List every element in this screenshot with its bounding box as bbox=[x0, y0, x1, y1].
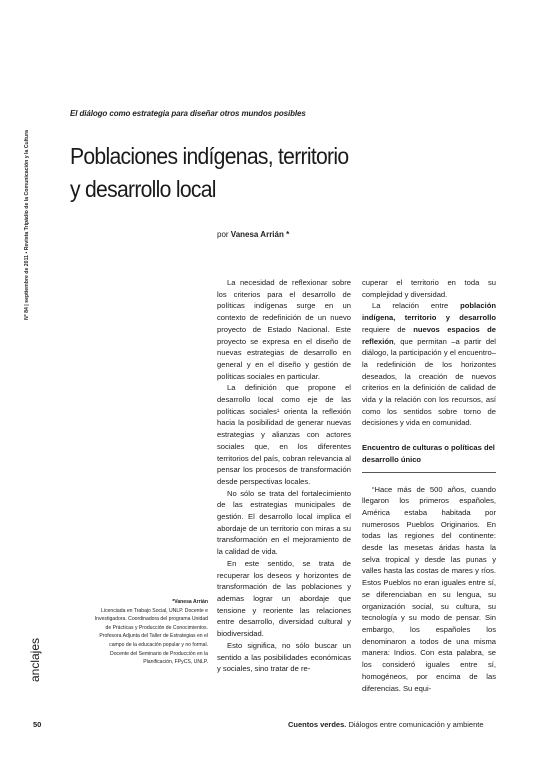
running-footer-title: Cuentos verdes. bbox=[288, 720, 347, 729]
paragraph-text: La relación entre bbox=[372, 301, 461, 311]
footnote-line: Planificación, FPyCS, UNLP. bbox=[143, 659, 208, 666]
footnote-line: Licenciada en Trabajo Social, UNLP. Docente e bbox=[101, 607, 208, 614]
footnote-name: *Vanesa Arrián bbox=[172, 599, 208, 605]
journal-issue: Nº 84 | septiembre de 2011 bbox=[24, 254, 30, 320]
article-title-line2: y desarrollo local bbox=[70, 176, 216, 202]
emphasis-text: población indígena, territorio y desarrollo bbox=[362, 301, 496, 323]
journal-sidebar-text bbox=[24, 130, 30, 320]
section-header: El diálogo como estrategia para diseñar otros mundos posibles bbox=[70, 109, 306, 118]
byline bbox=[217, 230, 289, 239]
paragraph: La necesidad de reflexionar sobre los criterios para el desarrollo de políticas indígenas surge en un contexto de redefinición de un nuevo proyecto de Estado Nacional. Este proyecto se expresa en el diseño de nuevas estrategias de desarrollo en general y en el diseño y gestión de políticas sociales en particular. bbox=[217, 278, 351, 381]
running-footer bbox=[288, 720, 484, 729]
side-section-word-text: anclajes bbox=[28, 637, 42, 682]
paragraph: No sólo se trata del fortalecimiento de las estrategias municipales de gestión. El desarrollo local implica el abordaje de un territorio con miras a su transformación en el mejoramiento de la calidad de vida. bbox=[217, 488, 351, 557]
footnote-line: de Prácticas y Producción de Conocimientos. bbox=[105, 624, 208, 631]
paragraph: En este sentido, se trata de recuperar los deseos y horizontes de transformación de las poblaciones y ademas lograr un abordaje que tensione y reoriente las relaciones entre desarrollo, diversidad cultural y biodiversidad. bbox=[217, 558, 351, 639]
journal-separator: • bbox=[24, 250, 30, 255]
text-column-1 bbox=[217, 277, 351, 675]
side-section-word bbox=[28, 637, 42, 682]
text-column-2 bbox=[362, 277, 496, 694]
page-number: 50 bbox=[33, 720, 42, 729]
subheading: Encuentro de culturas o políticas del desarrollo único bbox=[362, 442, 496, 472]
emphasis-text: nuevos espacios de reflexión bbox=[362, 324, 497, 346]
paragraph-text: , que permitan –a partir del diálogo, la participación y el encuentro– la redefinición de los horizontes deseados, la creación de nuevos criterios en la definición de calidad de vida y la relación con los recursos, así como los sentidos sobre torno de decisiones y vida en comunidad. bbox=[362, 336, 496, 428]
footnote-line: campo de la educación popular y no formal. bbox=[109, 641, 208, 648]
journal-name: Revista Tripádio de la Comunicación y la Cultura bbox=[24, 130, 30, 251]
paragraph: La definición que propone el desarrollo local como eje de las políticas sociales¹ orienta la reflexión hacia la posibilidad de generar nuevas estrategias y alianzas con actores sociales que, en los diferentes territorios del país, cobran relevancia al pensar los procesos de transformación desde perspectivas locales. bbox=[217, 383, 351, 486]
paragraph-text: requiere de bbox=[362, 324, 414, 334]
byline-author: Vanesa Arrián * bbox=[230, 230, 290, 239]
paragraph bbox=[362, 300, 496, 429]
running-footer-subtitle: Diálogos entre comunicación y ambiente bbox=[346, 720, 484, 729]
footnote-line: Investigadora. Coordinadora del programa Unidad bbox=[94, 616, 208, 623]
article-title-line1: Poblaciones indígenas, territorio bbox=[70, 143, 349, 169]
author-footnote bbox=[62, 598, 208, 667]
footnote-line: Profesora Adjunta del Taller de Estrategias en el bbox=[99, 633, 208, 640]
paragraph: “Hace más de 500 años, cuando llegaron los primeros españoles, América estaba habitada por numerosos Pueblos Originarios. En todas las regiones del continente: desde las mesetas áridas hasta la selva tropical y desde las punas y valles hasta las costas de mares y ríos. Estos Pueblos no eran iguales entre sí, se diferenciaban en su lengua, su organización social, su cultura, su tecnología y su modo de pensar. Sin embargo, los españoles los denominaron a todos de una misma manera: Indios. Con esta palabra, se los consideró iguales entre sí, homogéneos, por encima de las diferencias. Su equi- bbox=[362, 484, 496, 693]
paragraph: cuperar el territorio en toda su complejidad y diversidad. bbox=[362, 278, 496, 299]
footnote-line: Docente del Seminario de Producción en la bbox=[110, 650, 208, 657]
paragraph: Esto significa, no sólo buscar un sentido a las posibilidades económicas y sociales, sino tratar de re- bbox=[217, 640, 351, 674]
byline-prefix: por bbox=[217, 230, 231, 239]
article-title bbox=[70, 140, 348, 206]
journal-sidebar bbox=[24, 60, 36, 320]
